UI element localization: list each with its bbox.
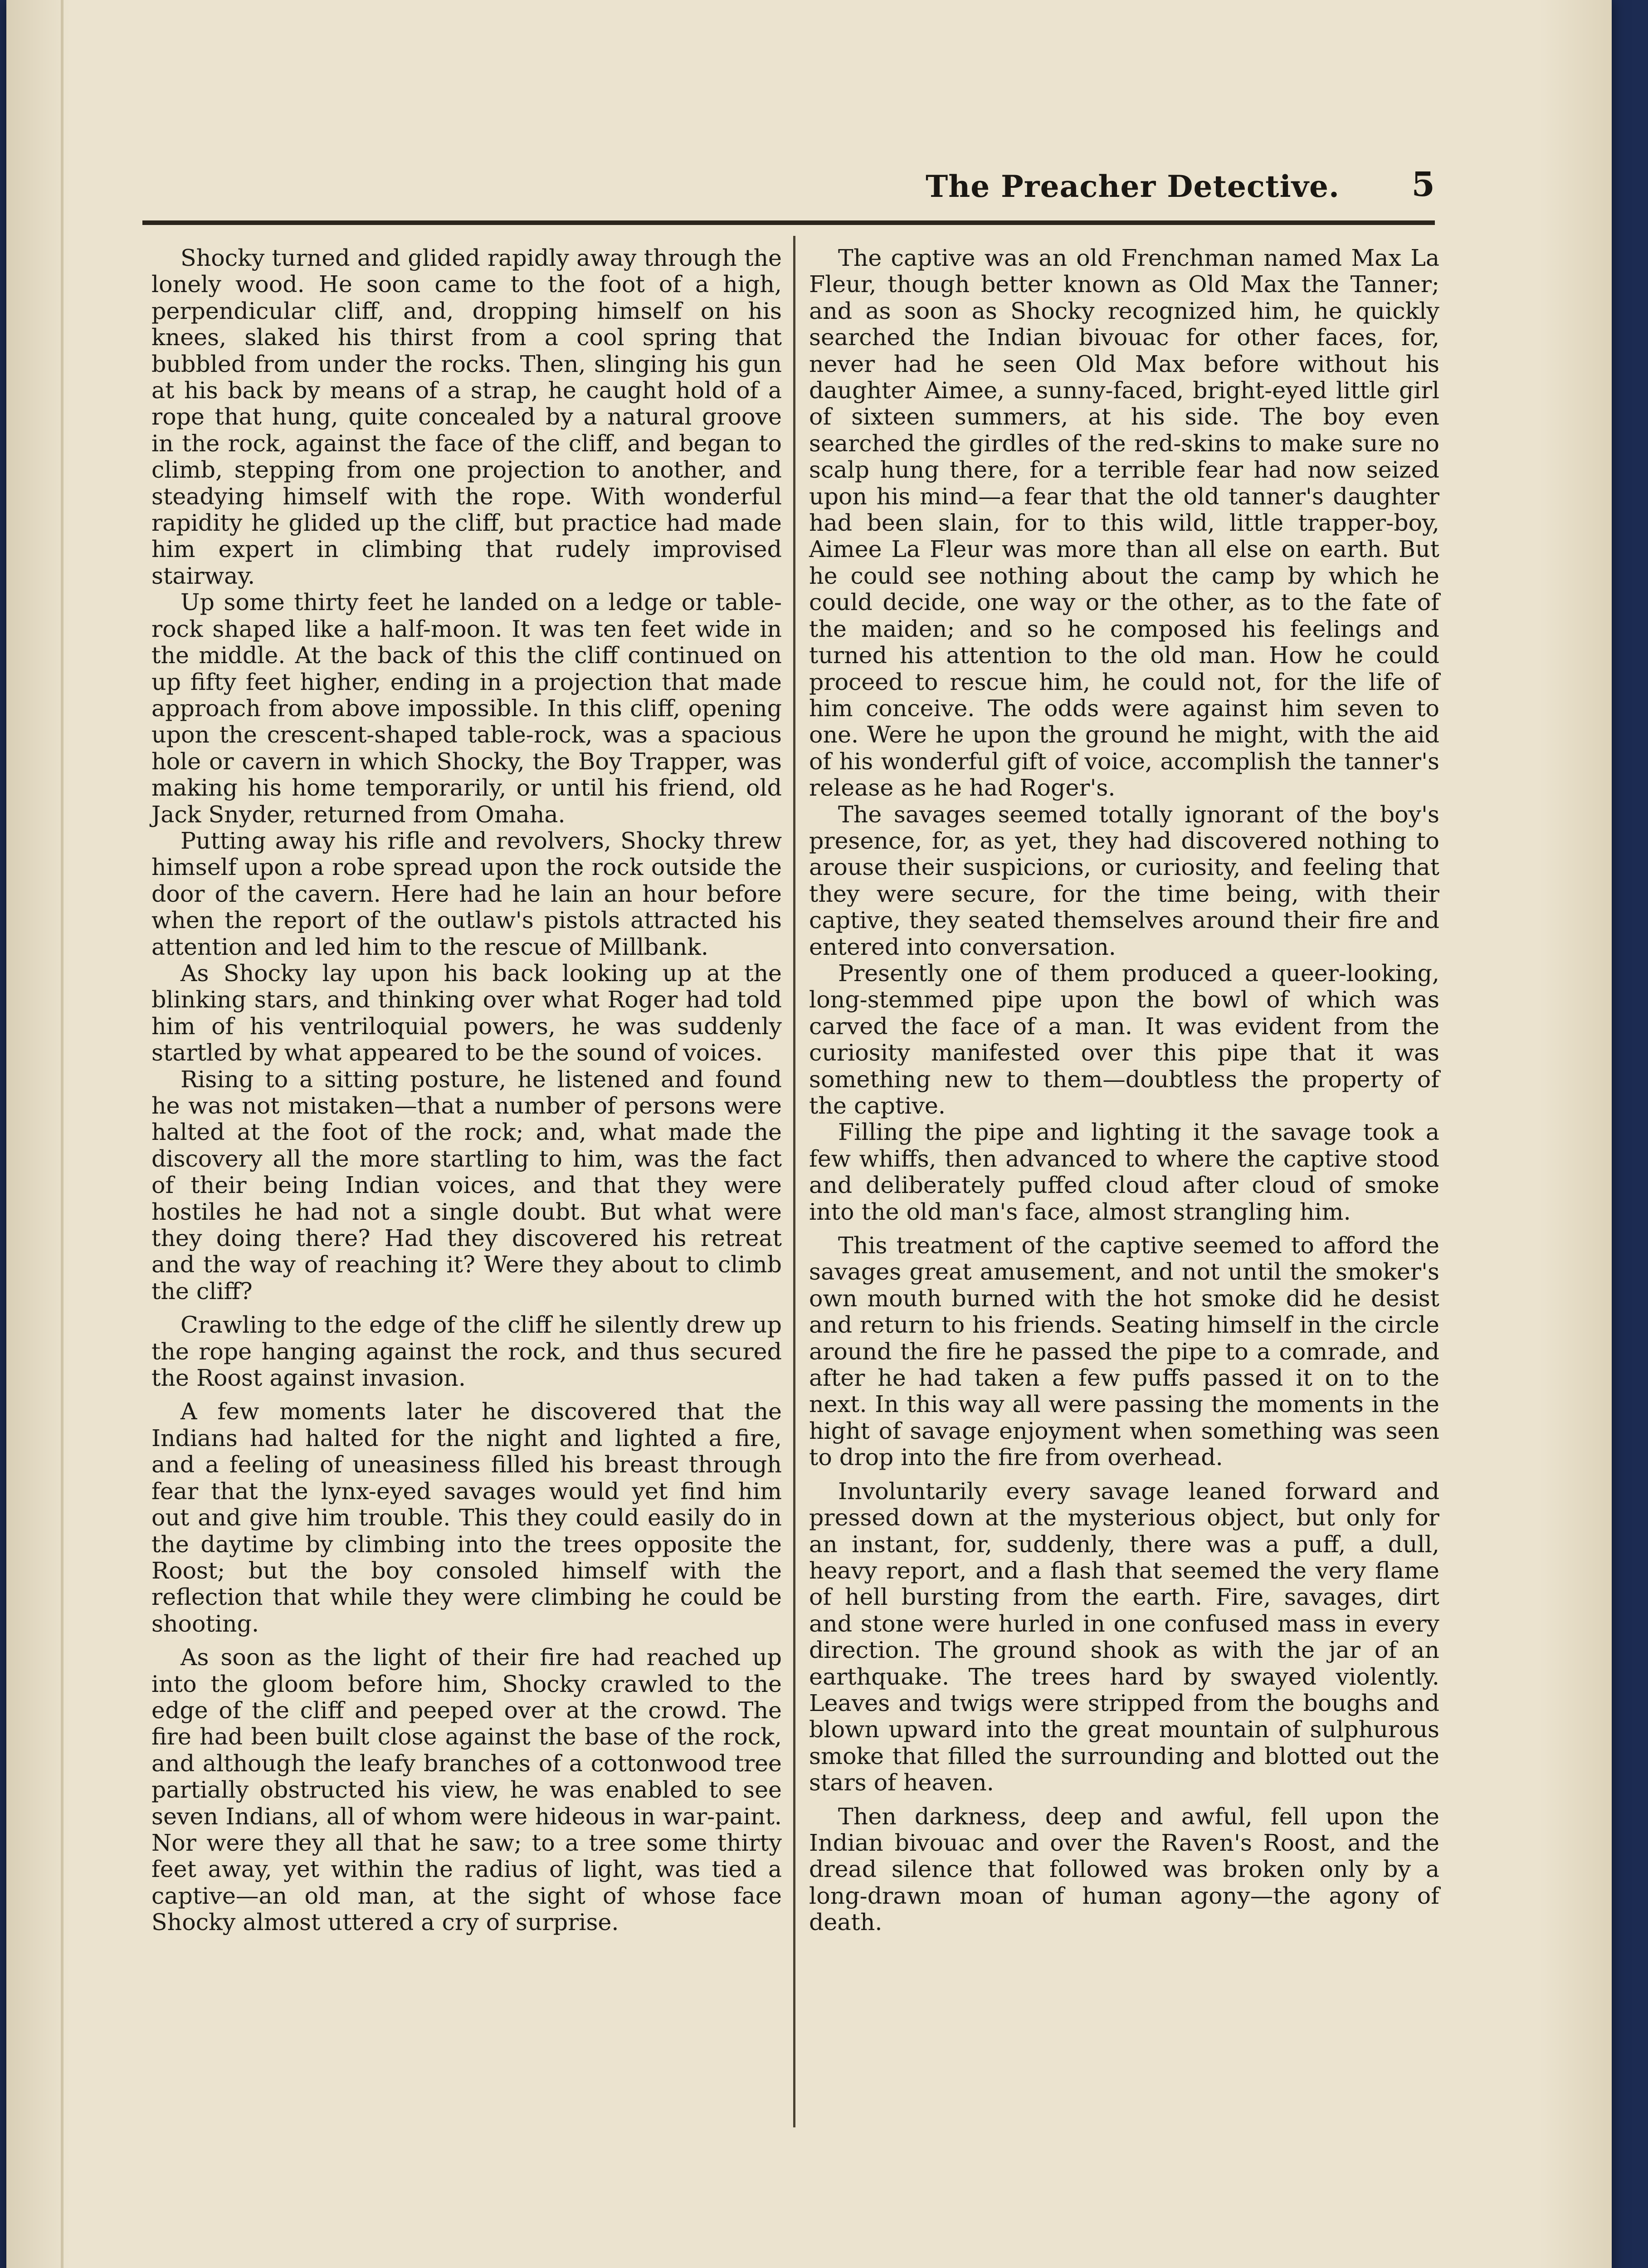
column-divider	[793, 236, 795, 2127]
printed-page	[6, 0, 1612, 2268]
paragraph: Filling the pipe and lighting it the savage took a few whiffs, then advanced to where the captive stood and deliberately puffed cloud after cloud of smoke into the old man's face, almost strangling him.	[809, 1119, 1439, 1225]
paragraph: As Shocky lay upon his back looking up at the blinking stars, and thinking over what Roger had told him of his ventriloquial powers, he was suddenly startled by what appeared to be the sound of voices.	[151, 959, 782, 1066]
paragraph: Crawling to the edge of the cliff he silently drew up the rope hanging against the rock, and thus secured the Roost against invasion.	[151, 1311, 782, 1392]
paragraph: Shocky turned and glided rapidly away through the lonely wood. He soon came to the foot of a high, perpendicular cliff, and, dropping himself on his knees, slaked his thirst from a cool spring that bubbled from under the rocks. Then, slinging his gun at his back by means of a strap, he caught hold of a rope that hung, quite concealed by a natural groove in the rock, against the face of the cliff, and began to climb, stepping from one projection to another, and steadying himself with the rope. With wonderful rapidity he glided up the cliff, but practice had made him expert in climbing that rudely improvised stairway.	[151, 244, 782, 589]
paragraph: As soon as the light of their fire had reached up into the gloom before him, Shocky crawled to the edge of the cliff and peeped over at the crowd. The fire had been built close against the base of the rock, and although the leafy branches of a cottonwood tree partially obstructed his view, he was enabled to see seven Indians, all of whom were hideous in war-paint. Nor were they all that he saw; to a tree some thirty feet away, yet within the radius of light, was tied a captive—an old man, at the sight of whose face Shocky almost uttered a cry of surprise.	[151, 1644, 782, 1936]
page-number: 5	[1411, 165, 1435, 204]
paragraph: Rising to a sitting posture, he listened and found he was not mistaken—that a number of persons were halted at the foot of the rock; and, what made the discovery all the more startling to him, was the fact of their being Indian voices, and that they were hostiles he had not a single doubt. But what were they doing there? Had they discovered his retreat and the way of reaching it? Were they about to climb the cliff?	[151, 1066, 782, 1305]
left-column	[151, 245, 782, 1936]
running-title: The Preacher Detective.	[926, 169, 1340, 204]
paragraph: Presently one of them produced a queer-looking, long-stemmed pipe upon the bowl of which was carved the face of a man. It was evident from the curiosity manifested over this pipe that it was something new to them—doubtless the property of the captive.	[809, 959, 1439, 1119]
paragraph: Up some thirty feet he landed on a ledge or table-rock shaped like a half-moon. It was ten feet wide in the middle. At the back of this the cliff continued on up fifty feet higher, ending in a projection that made approach from above impossible. In this cliff, opening upon the crescent-shaped table-rock, was a spacious hole or cavern in which Shocky, the Boy Trapper, was making his home temporarily, or until his friend, old Jack Snyder, returned from Omaha.	[151, 589, 782, 828]
paragraph: This treatment of the captive seemed to afford the savages great amusement, and not until the smoker's own mouth burned with the hot smoke did he desist and return to his friends. Seating himself in the circle around the fire he passed the pipe to a comrade, and after he had taken a few puffs passed it on to the next. In this way all were passing the moments in the hight of savage enjoyment when something was seen to drop into the fire from overhead.	[809, 1232, 1439, 1471]
paragraph: Then darkness, deep and awful, fell upon the Indian bivouac and over the Raven's Roost, and the dread silence that followed was broken only by a long-drawn moan of human agony—the agony of death.	[809, 1803, 1439, 1936]
page-header	[142, 163, 1435, 213]
right-column	[809, 245, 1439, 1936]
paragraph: Putting away his rifle and revolvers, Shocky threw himself upon a robe spread upon the rock outside the door of the cavern. Here had he lain an hour before when the report of the outlaw's pistols attracted his attention and led him to the rescue of Millbank.	[151, 827, 782, 960]
paragraph: The captive was an old Frenchman named Max La Fleur, though better known as Old Max the Tanner; and as soon as Shocky recognized him, he quickly searched the Indian bivouac for other faces, for, never had he seen Old Max before without his daughter Aimee, a sunny-faced, bright-eyed little girl of sixteen summers, at his side. The boy even searched the girdles of the red-skins to make sure no scalp hung there, for a terrible fear had now seized upon his mind—a fear that the old tanner's daughter had been slain, for to this wild, little trapper-boy, Aimee La Fleur was more than all else on earth. But he could see nothing about the camp by which he could decide, one way or the other, as to the fate of the maiden; and so he composed his feelings and turned his attention to the old man. How he could proceed to rescue him, he could not, for the life of him conceive. The odds were against him seven to one. Were he upon the ground he might, with the aid of his wonderful gift of voice, accomplish the tanner's release as he had Roger's.	[809, 244, 1439, 802]
paragraph: A few moments later he discovered that the Indians had halted for the night and lighted a fire, and a feeling of uneasiness filled his breast through fear that the lynx-eyed savages would yet find him out and give him trouble. This they could easily do in the daytime by climbing into the trees opposite the Roost; but the boy consoled himself with the reflection that while they were climbing he could be shooting.	[151, 1398, 782, 1637]
binding-edge	[61, 0, 63, 2268]
header-rule	[142, 220, 1435, 225]
paragraph: The savages seemed totally ignorant of the boy's presence, for, as yet, they had discovered nothing to arouse their suspicions, or curiosity, and feeling that they were secure, for the time being, with their captive, they seated themselves around their fire and entered into conversation.	[809, 801, 1439, 960]
paragraph: Involuntarily every savage leaned forward and pressed down at the mysterious object, but only for an instant, for, suddenly, there was a puff, a dull, heavy report, and a flash that seemed the very flame of hell bursting from the earth. Fire, savages, dirt and stone were hurled in one confused mass in every direction. The ground shook as with the jar of an earthquake. The trees hard by swayed violently. Leaves and twigs were stripped from the boughs and blown upward into the great mountain of sulphurous smoke that filled the surrounding and blotted out the stars of heaven.	[809, 1477, 1439, 1796]
